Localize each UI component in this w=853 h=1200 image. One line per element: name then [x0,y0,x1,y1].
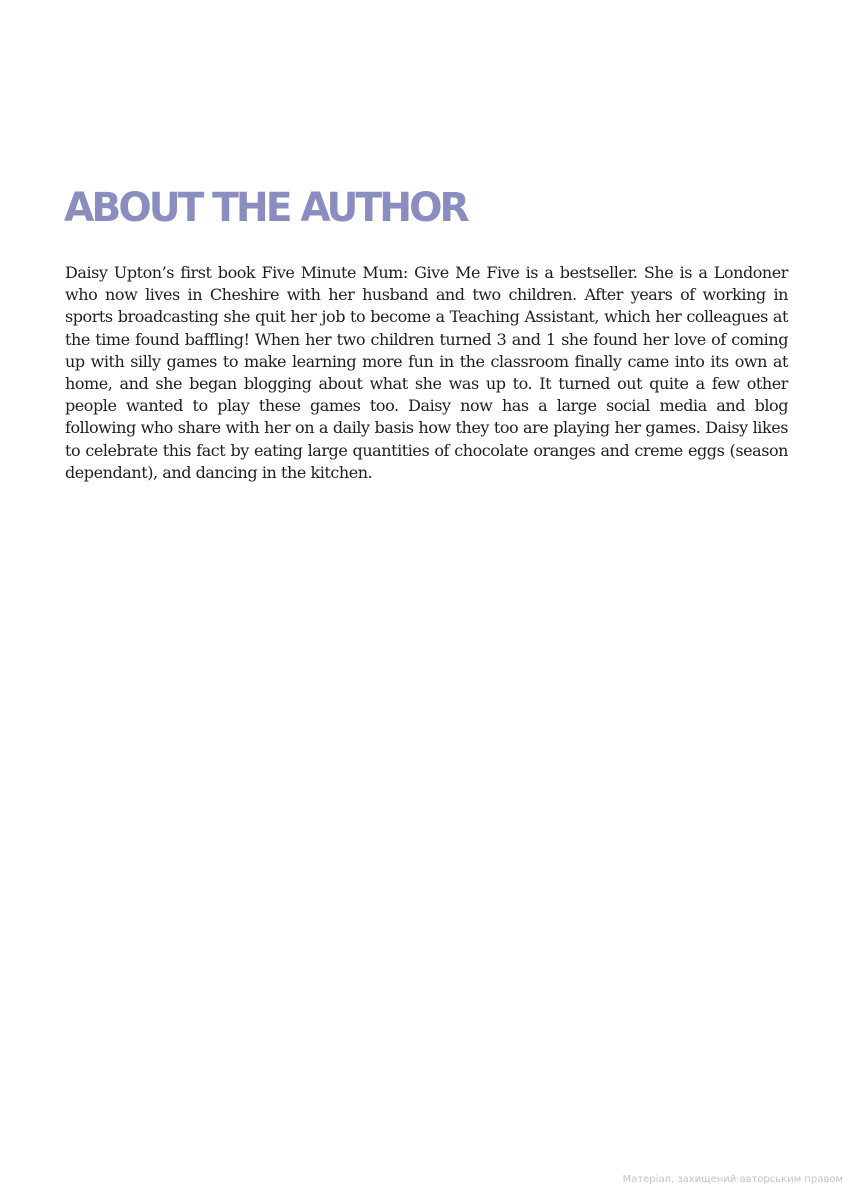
copyright-watermark: Матеріал, захищений авторським правом [622,1174,843,1185]
author-bio-paragraph: Daisy Upton’s first book Five Minute Mum: Give Me Five is a bestseller. She is a Londoner who now lives in Cheshire with her husband and two children. After years of working in sports broadcasting she quit her job to become a Teaching Assistant, which her colleagues at the time found baffling! When her two children turned 3 and 1 she found her love of coming up with silly games to make learning more fun in the classroom finally came into its own at home, and she began blogging about what she was up to. It turned out quite a few other people wanted to play these games too. Daisy now has a large social media and blog following who share with her on a daily basis how they too are playing her games. Daisy likes to celebrate this fact by eating large quantities of chocolate oranges and creme eggs (season dependant), and dancing in the kitchen. [65,263,788,482]
page-title: ABOUT THE AUTHOR [64,185,467,231]
